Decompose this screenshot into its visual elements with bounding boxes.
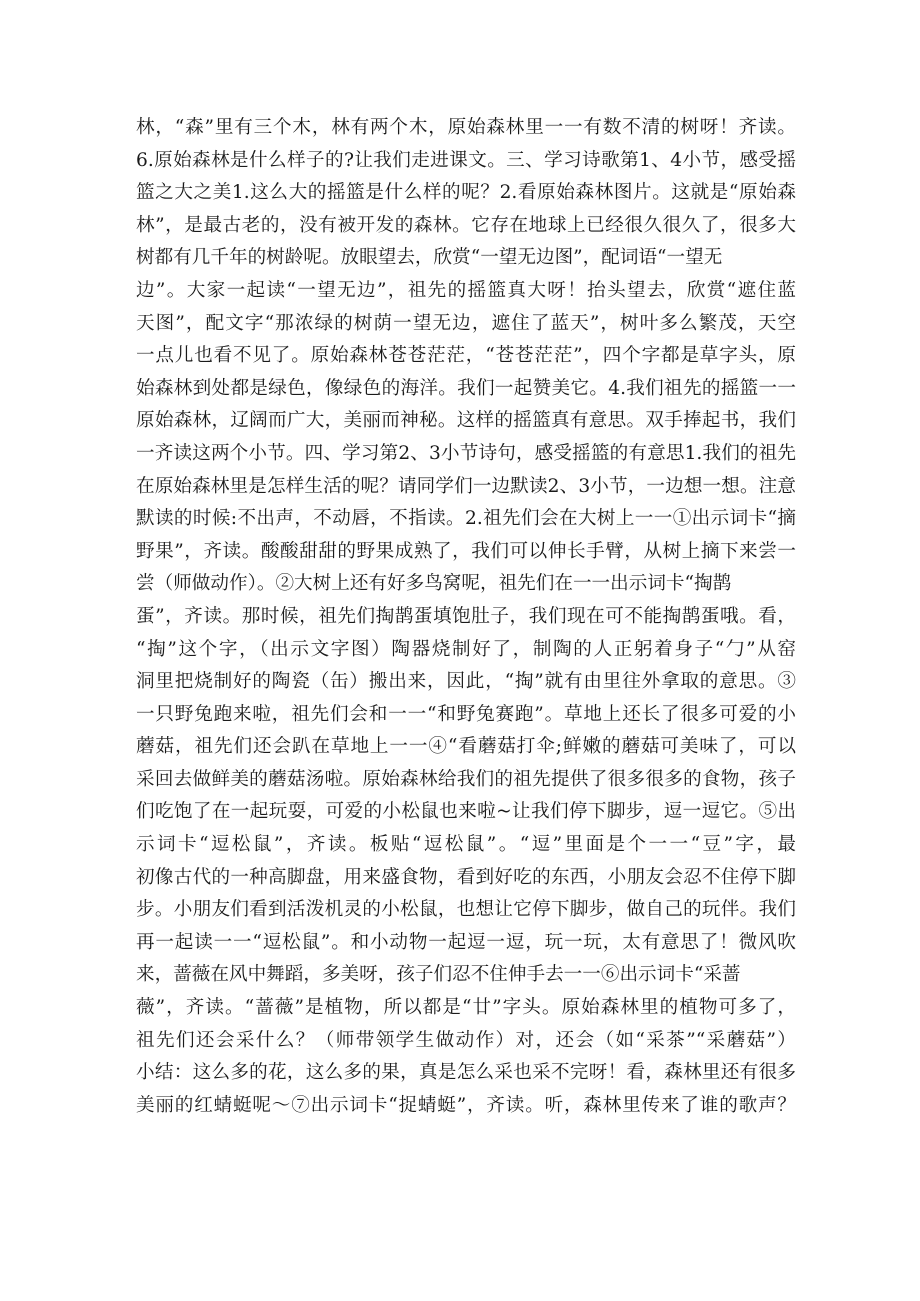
text-line: 篮之大之美1.这么大的摇篮是什么样的呢？2.看原始森林图片。这就是“原始森 xyxy=(136,182,796,204)
text-line: 原始森林，辽阔而广大，美丽而神秘。这样的摇篮真有意思。双手捧起书，我们 xyxy=(136,410,796,432)
text-line: 们吃饱了在一起玩耍，可爱的小松鼠也来啦~让我们停下脚步，逗一逗它。⑤出 xyxy=(136,801,796,823)
text-line: 来，蔷薇在风中舞蹈，多美呀，孩子们忍不住伸手去一一⑥出示词卡“采蔷 xyxy=(136,964,741,986)
text-line: 示词卡“逗松鼠”，齐读。板贴“逗松鼠”。“逗”里面是个一一“豆”字，最 xyxy=(136,834,796,856)
text-line: 默读的时候:不出声，不动唇，不指读。2.祖先们会在大树上一一①出示词卡“摘 xyxy=(136,508,796,530)
text-line: 树都有几千年的树龄呢。放眼望去，欣赏“一望无边图”，配词语“一望无 xyxy=(136,247,723,269)
text-line: 蘑菇，祖先们还会趴在草地上一一④“看蘑菇打伞;鲜嫩的蘑菇可美味了，可以 xyxy=(136,736,796,758)
lesson-text-block xyxy=(136,112,796,1122)
text-line: 野果”，齐读。酸酸甜甜的野果成熟了，我们可以伸长手臂，从树上摘下来尝一 xyxy=(136,540,796,562)
text-line: 步。小朋友们看到活泼机灵的小松鼠，也想让它停下脚步，做自己的玩伴。我们 xyxy=(136,899,796,921)
text-line: 小结：这么多的花，这么多的果，真是怎么采也采不完呀！看，森林里还有很多 xyxy=(136,1062,796,1084)
text-line: 洞里把烧制好的陶瓷（缶）搬出来，因此，“掏”就有由里往外拿取的意思。③ xyxy=(136,671,796,693)
text-line: 采回去做鲜美的蘑菇汤啦。原始森林给我们的祖先提供了很多很多的食物，孩子 xyxy=(136,768,796,790)
text-line: 6.原始森林是什么样子的?让我们走进课文。三、学习诗歌第1、4小节，感受摇 xyxy=(136,149,796,171)
text-line: 一点儿也看不见了。原始森林苍苍茫茫，“苍苍茫茫”，四个字都是草字头，原 xyxy=(136,345,796,367)
text-line: 尝（师做动作）。②大树上还有好多鸟窝呢，祖先们在一一出示词卡“掏鹊 xyxy=(136,573,732,595)
text-line: 蛋”，齐读。那时候，祖先们掏鹊蛋填饱肚子，我们现在可不能掏鹊蛋哦。看， xyxy=(136,605,796,627)
text-line: 再一起读一一“逗松鼠”。和小动物一起逗一逗，玩一玩，太有意思了！微风吹 xyxy=(136,931,796,953)
text-line: 一齐读这两个小节。四、学习第2、3小节诗句，感受摇篮的有意思1.我们的祖先 xyxy=(136,442,796,464)
text-line: 薇”，齐读。“蔷薇”是植物，所以都是“廿”字头。原始森林里的植物可多了， xyxy=(136,997,796,1019)
text-line: 林，“森”里有三个木，林有两个木，原始森林里一一有数不清的树呀！齐读。 xyxy=(136,117,796,138)
text-line: 边”。大家一起读“一望无边”，祖先的摇篮真大呀！抬头望去，欣赏“遮住蓝 xyxy=(136,279,796,301)
text-line: 初像古代的一种高脚盘，用来盛食物，看到好吃的东西，小朋友会忍不住停下脚 xyxy=(136,866,796,888)
text-line: 在原始森林里是怎样生活的呢？请同学们一边默读2、3小节，一边想一想。注意 xyxy=(136,475,796,497)
text-line: 祖先们还会采什么？（师带领学生做动作）对，还会（如“采茶”“采蘑菇”） xyxy=(136,1029,796,1051)
text-line: 美丽的红蜻蜓呢～⑦出示词卡“捉蜻蜓”，齐读。听，森林里传来了谁的歌声？ xyxy=(136,1094,796,1116)
text-line: 天图”，配文字“那浓绿的树荫一望无边，遮住了蓝天”，树叶多么繁茂，天空 xyxy=(136,312,796,334)
text-line: 一只野兔跑来啦，祖先们会和一一“和野兔赛跑”。草地上还长了很多可爱的小 xyxy=(136,703,796,725)
text-line: “掏”这个字，（出示文字图）陶器烧制好了，制陶的人正躬着身子“勹”从窑 xyxy=(136,638,796,660)
text-line: 林”，是最古老的，没有被开发的森林。它存在地球上已经很久很久了，很多大 xyxy=(136,214,796,236)
text-line: 始森林到处都是绿色，像绿色的海洋。我们一起赞美它。4.我们祖先的摇篮一一 xyxy=(136,377,796,399)
